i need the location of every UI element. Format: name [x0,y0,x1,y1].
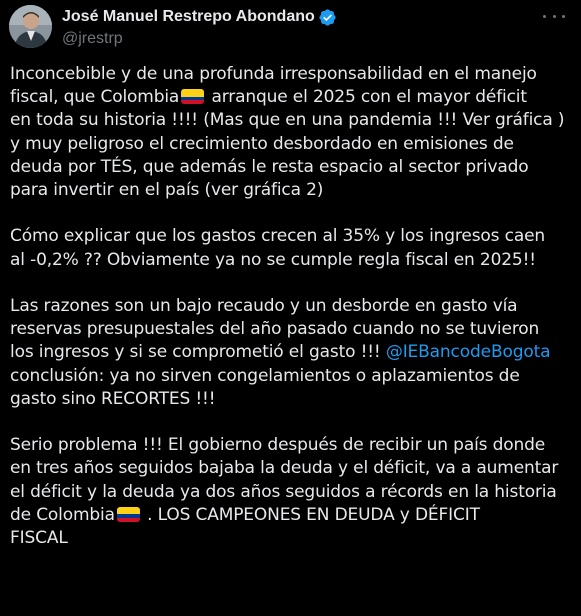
text-line: al -0,2% ?? Obviamente ya no se cumple regla fiscal en 2025!! [10,249,536,270]
paragraph-4 [10,434,576,550]
more-options-button[interactable] [543,8,565,24]
author-handle[interactable]: @jrestrp [62,30,123,47]
text-line: Inconcebible y de una profunda irresponsabilidad en el manejo [10,64,537,84]
text-line: Serio problema !!! El gobierno después de recibir un país donde [10,435,546,456]
profile-photo-icon [9,5,52,48]
text-line: los ingresos y si se comprometió el gasto !!! @IEBancodeBogota [10,342,551,363]
avatar[interactable] [9,5,52,48]
paragraph-2 [10,225,576,271]
mention-link[interactable]: @IEBancodeBogota [385,342,551,363]
colombia-flag-icon [181,89,204,104]
text-line: reservas presupuestales del año pasado cuando no se tuvieron [10,319,540,340]
text-line: gasto sino RECORTES !!! [10,388,216,409]
paragraph-1 [10,63,576,202]
paragraph-3 [10,295,576,411]
author-display-name[interactable]: José Manuel Restrepo Abondano [62,8,315,25]
text-line: Cómo explicar que los gastos crecen al 35% y los ingresos caen [10,226,546,247]
more-horizontal-icon [543,15,546,18]
tweet-text [10,63,576,550]
text-line: en tres años seguidos bajaba la deuda y el déficit, va a aumentar [10,458,559,479]
text-line: FISCAL [10,528,68,549]
author-name-row [62,6,531,28]
verified-badge-icon[interactable] [318,8,337,27]
text-line: para invertir en el país (ver gráfica 2) [10,180,324,201]
text-line: fiscal, que Colombia arranque el 2025 con el mayor déficit [10,87,527,108]
tweet-header [62,6,531,48]
text-line: y muy peligroso el crecimiento desbordado en emisiones de [10,133,514,154]
text-line: Las razones son un bajo recaudo y un desborde en gasto vía [10,296,518,316]
text-line: conclusión: ya no sirven congelamientos o aplazamientos de [10,365,520,386]
text-line: el déficit y la deuda ya dos años seguidos a récords en la historia [10,481,557,502]
text-line: deuda por TÉS, que además le resta espacio al sector privado [10,156,529,177]
text-line: en toda su historia !!!! (Mas que en una pandemia !!! Ver gráfica ) [10,110,565,131]
text-line: de Colombia . LOS CAMPEONES EN DEUDA y DÉFICIT [10,504,480,525]
colombia-flag-icon [117,507,140,522]
